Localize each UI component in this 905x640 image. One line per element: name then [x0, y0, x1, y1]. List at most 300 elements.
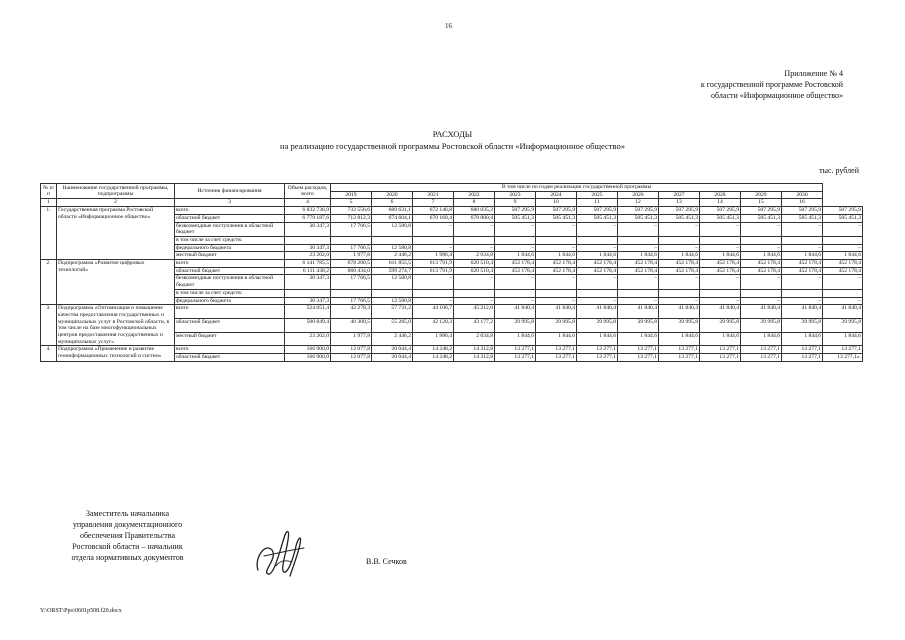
- year-value: [782, 289, 823, 297]
- year-value: 13 277,1: [700, 354, 741, 362]
- year-value: –: [823, 244, 863, 252]
- year-value: [331, 289, 372, 297]
- header-by-year: В том числе по годам реализации государственной программы: [331, 184, 823, 192]
- year-value: 1 977,8: [331, 332, 372, 346]
- file-path: Y:\ORST\Ppo\0601p508.f20.docx: [40, 608, 122, 614]
- year-value: –: [495, 244, 536, 252]
- title-line-2: на реализацию государственной программы Ростовской области «Информационное общество»: [280, 141, 625, 151]
- column-number: 14: [700, 199, 741, 207]
- funding-source: всего: [175, 207, 285, 215]
- column-number: 9: [495, 199, 536, 207]
- year-value: 452 178,4: [659, 260, 700, 268]
- year-value: –: [536, 297, 577, 305]
- year-value: 689 631,1: [372, 207, 413, 215]
- year-value: 13 277,1: [495, 354, 536, 362]
- row-number: 4.: [41, 346, 57, 361]
- header-num: № п/п: [41, 184, 57, 199]
- year-value: 17 766,5: [331, 275, 372, 289]
- total-value: [285, 236, 331, 244]
- year-value: 39 995,8: [536, 318, 577, 332]
- year-value: 2 034,8: [454, 252, 495, 260]
- year-value: 1 844,6: [782, 332, 823, 346]
- year-value: 1 844,6: [741, 332, 782, 346]
- year-value: 452 178,4: [577, 260, 618, 268]
- year-value: [618, 236, 659, 244]
- header-year: 2030: [782, 191, 823, 199]
- year-value: –: [577, 244, 618, 252]
- year-value: [577, 289, 618, 297]
- year-value: 41 840,4: [536, 305, 577, 319]
- table-row: [41, 305, 863, 319]
- year-value: 452 178,4: [782, 260, 823, 268]
- year-value: 13 277,1: [577, 354, 618, 362]
- signer-line-4: Ростовской области – начальник: [72, 542, 183, 551]
- year-value: 39 995,8: [495, 318, 536, 332]
- year-value: 13 277,1: [618, 354, 659, 362]
- year-value: 1 844,6: [700, 252, 741, 260]
- column-number: 4: [285, 199, 331, 207]
- year-value: 2 446,2: [372, 252, 413, 260]
- column-number: 8: [454, 199, 495, 207]
- year-value: –: [618, 222, 659, 236]
- column-number: 11: [577, 199, 618, 207]
- year-value: [372, 236, 413, 244]
- year-value: 505 451,3: [823, 214, 863, 222]
- year-value: 674 604,1: [372, 214, 413, 222]
- total-value: 166 900,0: [285, 346, 331, 354]
- year-value: 43 177,2: [454, 318, 495, 332]
- year-value: 1 844,6: [495, 252, 536, 260]
- year-value: [618, 289, 659, 297]
- year-value: –: [823, 275, 863, 289]
- year-value: 39 995,8: [618, 318, 659, 332]
- total-value: 500 849,4: [285, 318, 331, 332]
- year-value: 507 295,9: [782, 207, 823, 215]
- year-value: 620 510,4: [454, 267, 495, 275]
- year-value: –: [454, 297, 495, 305]
- year-value: 452 178,4: [741, 260, 782, 268]
- year-value: 13 277,1: [659, 354, 700, 362]
- year-value: 41 840,4: [700, 305, 741, 319]
- year-value: 452 178,4: [700, 260, 741, 268]
- table-row: [41, 346, 863, 354]
- year-value: [700, 289, 741, 297]
- year-value: [659, 289, 700, 297]
- page-number: 16: [445, 22, 452, 30]
- total-value: 166 900,0: [285, 354, 331, 362]
- year-value: –: [618, 244, 659, 252]
- year-value: –: [741, 222, 782, 236]
- year-value: 13 277,1: [618, 346, 659, 354]
- year-value: –: [782, 275, 823, 289]
- year-value: 452 178,4: [495, 267, 536, 275]
- year-value: 599 274,7: [372, 267, 413, 275]
- funding-source: федерального бюджета: [175, 244, 285, 252]
- year-value: 17 766,5: [331, 297, 372, 305]
- year-value: [741, 289, 782, 297]
- funding-source: всего: [175, 260, 285, 268]
- header-year: 2021: [413, 191, 454, 199]
- year-value: –: [823, 222, 863, 236]
- total-value: 30 347,3: [285, 275, 331, 289]
- year-value: 1 844,6: [782, 252, 823, 260]
- year-value: 452 178,4: [823, 267, 863, 275]
- year-value: –: [454, 244, 495, 252]
- year-value: 613 791,9: [413, 260, 454, 268]
- signer-line-5: отдела нормативных документов: [71, 553, 184, 562]
- year-value: 13 277,1: [700, 346, 741, 354]
- year-value: 452 178,4: [618, 267, 659, 275]
- funding-source: федерального бюджета: [175, 297, 285, 305]
- year-value: [454, 289, 495, 297]
- year-value: –: [536, 222, 577, 236]
- header-year: 2019: [331, 191, 372, 199]
- year-value: 505 451,3: [495, 214, 536, 222]
- year-value: –: [741, 297, 782, 305]
- column-number: 2: [57, 199, 175, 207]
- year-value: –: [659, 222, 700, 236]
- program-name: Государственная программа Ростовской области «Информационное общество»: [57, 207, 175, 260]
- year-value: –: [413, 275, 454, 289]
- year-value: 680 035,2: [454, 207, 495, 215]
- year-value: –: [577, 297, 618, 305]
- column-number: 6: [372, 199, 413, 207]
- row-number: 3.: [41, 305, 57, 346]
- total-value: 23 202,0: [285, 332, 331, 346]
- total-value: [285, 289, 331, 297]
- year-value: 1 844,6: [700, 332, 741, 346]
- year-value: 1 844,6: [536, 252, 577, 260]
- header-year: 2027: [659, 191, 700, 199]
- year-value: –: [536, 275, 577, 289]
- year-value: [495, 236, 536, 244]
- column-number: 12: [618, 199, 659, 207]
- year-value: 1 844,6: [823, 332, 863, 346]
- funding-source: областной бюджет: [175, 318, 285, 332]
- year-value: 505 451,3: [782, 214, 823, 222]
- year-value: 505 451,3: [618, 214, 659, 222]
- year-value: –: [700, 275, 741, 289]
- total-value: 30 347,3: [285, 297, 331, 305]
- year-value: –: [413, 297, 454, 305]
- year-value: [536, 289, 577, 297]
- program-name: Подпрограмма «Применение и развитие геоинформационных технологий и систем»: [57, 346, 175, 361]
- year-value: 1 844,6: [741, 252, 782, 260]
- year-value: –: [782, 222, 823, 236]
- column-number: 1: [41, 199, 57, 207]
- year-value: –: [823, 297, 863, 305]
- funding-source: областной бюджет: [175, 354, 285, 362]
- year-value: 13 277,1: [536, 354, 577, 362]
- signer-name: В.В. Сечков: [366, 557, 407, 566]
- year-value: 452 178,4: [700, 267, 741, 275]
- year-value: 39 995,8: [659, 318, 700, 332]
- year-value: 39 995,8: [741, 318, 782, 332]
- year-value: 55 285,0: [372, 318, 413, 332]
- year-value: –: [659, 297, 700, 305]
- year-value: –: [782, 297, 823, 305]
- year-value: –: [741, 275, 782, 289]
- funding-source: областной бюджет: [175, 267, 285, 275]
- year-value: 45 212,0: [454, 305, 495, 319]
- year-value: –: [741, 244, 782, 252]
- year-value: –: [454, 275, 495, 289]
- year-value: [495, 289, 536, 297]
- year-value: 452 178,4: [536, 267, 577, 275]
- year-value: –: [495, 275, 536, 289]
- column-number: 10: [536, 199, 577, 207]
- year-value: 1 844,6: [618, 252, 659, 260]
- funding-source: безвозмездные поступления в областной бюджет: [175, 222, 285, 236]
- header-year: 2020: [372, 191, 413, 199]
- year-value: 41 840,4: [577, 305, 618, 319]
- year-value: 1 986,4: [413, 252, 454, 260]
- year-value: –: [413, 222, 454, 236]
- year-value: 41 840,4: [823, 305, 863, 319]
- total-value: 524 051,4: [285, 305, 331, 319]
- year-value: [536, 236, 577, 244]
- year-value: 1 844,6: [577, 252, 618, 260]
- year-value: 505 451,3: [741, 214, 782, 222]
- year-value: 678 000,4: [454, 214, 495, 222]
- year-value: 611 855,5: [372, 260, 413, 268]
- column-number: 13: [659, 199, 700, 207]
- column-number: 7: [413, 199, 454, 207]
- year-value: –: [618, 297, 659, 305]
- year-value: 41 840,4: [618, 305, 659, 319]
- total-value: 6 832 736,9: [285, 207, 331, 215]
- year-value: –: [413, 244, 454, 252]
- year-value: 41 840,4: [741, 305, 782, 319]
- year-value: –: [577, 222, 618, 236]
- year-value: 507 295,9: [536, 207, 577, 215]
- total-value: 30 347,3: [285, 222, 331, 236]
- year-value: 452 178,4: [659, 267, 700, 275]
- year-value: 41 840,4: [659, 305, 700, 319]
- program-name: Подпрограмма «Развитие цифровых технологий»: [57, 260, 175, 305]
- year-value: [331, 236, 372, 244]
- year-value: 42 278,3: [331, 305, 372, 319]
- year-value: [413, 236, 454, 244]
- column-number: 3: [175, 199, 285, 207]
- year-value: 13 277,1: [495, 346, 536, 354]
- year-value: 13 277,1: [659, 346, 700, 354]
- year-value: 14 248,2: [413, 354, 454, 362]
- year-value: 505 451,3: [536, 214, 577, 222]
- funding-source: в том числе за счет средств:: [175, 236, 285, 244]
- year-value: 13 277,1: [782, 346, 823, 354]
- year-value: 13 277,1: [741, 346, 782, 354]
- row-number: 1.: [41, 207, 57, 260]
- year-value: 1 844,6: [495, 332, 536, 346]
- year-value: 39 995,8: [823, 318, 863, 332]
- year-value: –: [495, 297, 536, 305]
- appendix-line-1: Приложение № 4: [784, 69, 843, 78]
- year-value: 12 580,8: [372, 275, 413, 289]
- year-value: 452 178,4: [782, 267, 823, 275]
- year-value: 14 248,2: [413, 346, 454, 354]
- program-name: Подпрограмма «Оптимизация и повышение качества предоставления государственных и муниципальных услуг в Ростовской области, в том числе на базе многофункциональных центров предоставления государственных и муниципальных услуг»: [57, 305, 175, 346]
- year-value: –: [536, 244, 577, 252]
- year-value: 732 556,6: [331, 207, 372, 215]
- year-value: [413, 289, 454, 297]
- total-value: 23 202,0: [285, 252, 331, 260]
- header-source: Источник финансирования: [175, 184, 285, 199]
- year-value: 452 178,4: [741, 267, 782, 275]
- signer-line-3: обеспечения Правительства: [79, 531, 176, 540]
- year-value: –: [700, 244, 741, 252]
- signer-line-1: Заместитель начальника: [85, 509, 170, 518]
- funding-source: в том числе за счет средств:: [175, 289, 285, 297]
- year-value: 505 451,3: [700, 214, 741, 222]
- total-value: 6 779 187,6: [285, 214, 331, 222]
- header-year: 2023: [495, 191, 536, 199]
- year-value: –: [659, 244, 700, 252]
- column-number: 15: [741, 199, 782, 207]
- year-value: 14 312,8: [454, 354, 495, 362]
- header-year: 2026: [618, 191, 659, 199]
- year-value: 1 844,6: [659, 332, 700, 346]
- total-value: 6 141 785,5: [285, 260, 331, 268]
- year-value: 12 077,8: [331, 346, 372, 354]
- year-value: 39 995,8: [700, 318, 741, 332]
- year-value: 20 044,4: [372, 346, 413, 354]
- table-row: [41, 260, 863, 268]
- year-value: –: [659, 275, 700, 289]
- appendix-line-2: к государственной программе Ростовской: [700, 80, 843, 89]
- year-value: 1 986,4: [413, 332, 454, 346]
- appendix-header: [701, 68, 843, 101]
- year-value: 42 120,3: [413, 318, 454, 332]
- year-value: 1 844,6: [823, 252, 863, 260]
- funding-source: всего: [175, 346, 285, 354]
- year-value: [454, 236, 495, 244]
- year-value: –: [495, 222, 536, 236]
- year-value: [741, 236, 782, 244]
- year-value: 13 277,1: [782, 354, 823, 362]
- year-value: 13 277,1».: [823, 354, 863, 362]
- funding-source: местный бюджет: [175, 252, 285, 260]
- year-value: [823, 236, 863, 244]
- year-value: 670 160,4: [413, 214, 454, 222]
- year-value: 507 295,9: [741, 207, 782, 215]
- year-value: [577, 236, 618, 244]
- year-value: 505 451,3: [577, 214, 618, 222]
- funding-source: безвозмездные поступления в областной бюджет: [175, 275, 285, 289]
- year-value: [659, 236, 700, 244]
- column-number: 16: [782, 199, 823, 207]
- year-value: 12 077,8: [331, 354, 372, 362]
- header-year: 2022: [454, 191, 495, 199]
- appendix-line-3: области «Информационное общество»: [711, 91, 843, 100]
- signer-line-2: управления документационного: [72, 520, 183, 529]
- year-value: 712 812,3: [331, 214, 372, 222]
- year-value: 660 434,0: [331, 267, 372, 275]
- year-value: –: [700, 222, 741, 236]
- year-value: 452 178,4: [536, 260, 577, 268]
- year-value: 1 844,6: [577, 332, 618, 346]
- year-value: 678 200,5: [331, 260, 372, 268]
- year-value: 505 451,3: [659, 214, 700, 222]
- year-value: 17 766,5: [331, 222, 372, 236]
- year-value: 12 580,8: [372, 244, 413, 252]
- year-value: 13 277,1: [536, 346, 577, 354]
- year-value: 41 840,4: [782, 305, 823, 319]
- year-value: [372, 289, 413, 297]
- year-value: 507 295,9: [659, 207, 700, 215]
- year-value: 12 580,8: [372, 222, 413, 236]
- header-year: 2028: [700, 191, 741, 199]
- units-label: тыс. рублей: [819, 166, 859, 175]
- year-value: 17 766,5: [331, 244, 372, 252]
- header-total: Объем расходов, всего: [285, 184, 331, 199]
- year-value: 672 146,8: [413, 207, 454, 215]
- row-number: 2.: [41, 260, 57, 305]
- year-value: 13 277,1: [823, 346, 863, 354]
- year-value: 507 295,9: [495, 207, 536, 215]
- year-value: 452 178,4: [577, 267, 618, 275]
- header-name: Наименование государственной программы, подпрограммы: [57, 184, 175, 199]
- year-value: 452 178,4: [495, 260, 536, 268]
- year-value: 2 446,2: [372, 332, 413, 346]
- year-value: –: [618, 275, 659, 289]
- table-row: [41, 207, 863, 215]
- year-value: 57 731,2: [372, 305, 413, 319]
- document-title: [0, 128, 905, 152]
- total-value: 6 111 438,2: [285, 267, 331, 275]
- signer-title: [40, 508, 215, 563]
- header-year: 2024: [536, 191, 577, 199]
- funding-source: местный бюджет: [175, 332, 285, 346]
- year-value: 13 277,1: [741, 354, 782, 362]
- year-value: 507 295,9: [700, 207, 741, 215]
- year-value: 20 044,4: [372, 354, 413, 362]
- year-value: 1 844,6: [618, 332, 659, 346]
- year-value: 41 840,4: [495, 305, 536, 319]
- year-value: 507 295,9: [618, 207, 659, 215]
- year-value: 452 178,4: [618, 260, 659, 268]
- year-value: 507 295,9: [823, 207, 863, 215]
- header-year: 2029: [741, 191, 782, 199]
- year-value: [782, 236, 823, 244]
- year-value: 613 791,9: [413, 267, 454, 275]
- funding-source: всего: [175, 305, 285, 319]
- year-value: 452 178,4: [823, 260, 863, 268]
- year-value: –: [454, 222, 495, 236]
- year-value: –: [700, 297, 741, 305]
- year-value: [700, 236, 741, 244]
- handwritten-signature: [250, 520, 308, 582]
- year-value: –: [782, 244, 823, 252]
- year-value: 2 034,8: [454, 332, 495, 346]
- year-value: 13 277,1: [577, 346, 618, 354]
- header-year: 2025: [577, 191, 618, 199]
- year-value: 1 977,8: [331, 252, 372, 260]
- year-value: 44 106,7: [413, 305, 454, 319]
- expenses-table: [40, 183, 863, 362]
- year-value: 14 312,8: [454, 346, 495, 354]
- year-value: –: [577, 275, 618, 289]
- year-value: 40 300,5: [331, 318, 372, 332]
- year-value: 507 295,9: [577, 207, 618, 215]
- year-value: 39 995,8: [577, 318, 618, 332]
- total-value: 30 347,3: [285, 244, 331, 252]
- year-value: 1 844,6: [659, 252, 700, 260]
- funding-source: областной бюджет: [175, 214, 285, 222]
- column-number: 5: [331, 199, 372, 207]
- year-value: 620 510,4: [454, 260, 495, 268]
- year-value: [823, 289, 863, 297]
